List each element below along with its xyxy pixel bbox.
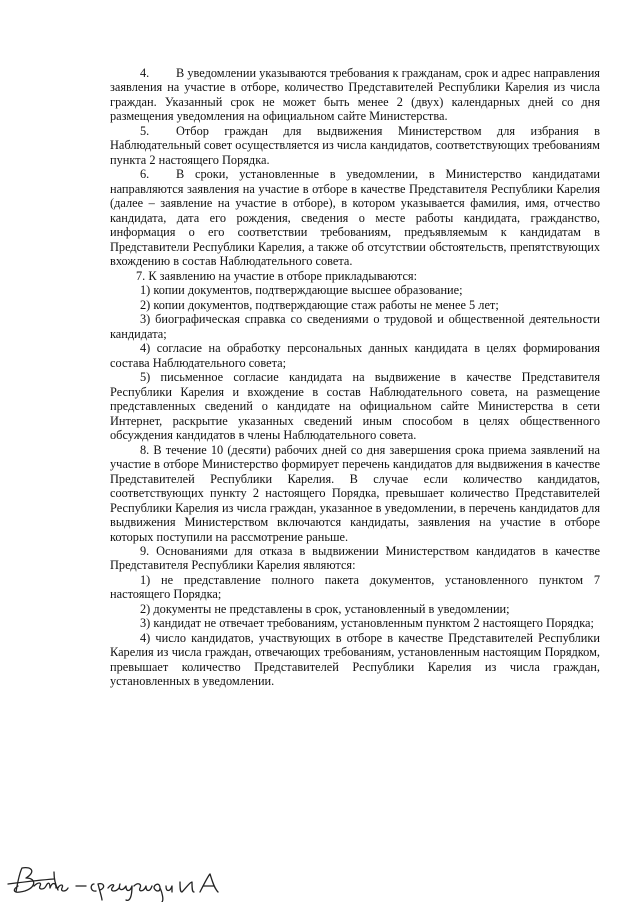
paragraph-5 xyxy=(110,124,600,167)
list-item-7-4: 4) согласие на обработку персональных данных кандидата в целях формирования состава Наблюдательного совета; xyxy=(110,341,600,370)
paragraph-number: 4. xyxy=(140,66,150,80)
list-item-7-5: 5) письменное согласие кандидата на выдвижение в качестве Представителя Республики Карелия и вхождение в состав Наблюдательного совета, на размещение представленных сведений о кандидате на официальном сайте Министерства в сети Интернет, раскрытие указанных сведений иным способом в целях общественного обсуждения кандидатов в члены Наблюдательного совета. xyxy=(110,370,600,443)
handwritten-signature xyxy=(4,862,244,902)
paragraph-9: 9. Основаниями для отказа в выдвижении Министерством кандидатов в качестве Представителя Республики Карелия являются: xyxy=(110,543,600,573)
paragraph-number: 5. xyxy=(140,123,150,138)
paragraph-number: 6. xyxy=(140,167,150,182)
list-item-7-1: 1) копии документов, подтверждающие высшее образование; xyxy=(140,283,463,298)
list-item-9-1: 1) не представление полного пакета документов, установленного пунктом 7 настоящего Порядка; xyxy=(110,572,600,602)
list-item-9-3: 3) кандидат не отвечает требованиям, установленным пунктом 2 настоящего Порядка; xyxy=(140,616,594,631)
paragraph-8: 8. В течение 10 (десяти) рабочих дней со дня завершения срока приема заявлений на участие в отборе Министерство формирует перечень кандидатов для выдвижения в качестве Представителей Республики Карелия. В случае если количество кандидатов, соответствующих пункту 2 настоящего Порядка, превышает количество Представителей Республики Карелия из числа граждан, указанное в уведомлении, в перечень кандидатов для выдвижения Министерством включаются кандидаты, заявления на участие в отборе которых поступили на рассмотрение раньше. xyxy=(110,442,600,544)
paragraph-6 xyxy=(110,167,600,268)
paragraph-7: 7. К заявлению на участие в отборе прикладываются: xyxy=(136,268,418,283)
paragraph-4 xyxy=(110,66,600,124)
paragraph-text: В уведомлении указываются требования к гражданам, срок и адрес направления заявления на участие в отборе, количество Представителей Республики Карелия из числа граждан. Указанный срок не может быть менее 2 (двух) календарных дней со дня размещения уведомления на официальном сайте Министерства. xyxy=(110,66,600,124)
list-item-9-2: 2) документы не представлены в срок, установленный в уведомлении; xyxy=(140,601,510,616)
signature-icon xyxy=(4,862,244,902)
document-body xyxy=(110,66,600,689)
paragraph-text: Отбор граждан для выдвижения Министерством для избрания в Наблюдательный совет осуществляется из числа кандидатов, соответствующих требованиям пункта 2 настоящего Порядка. xyxy=(110,123,600,167)
paragraph-text: В сроки, установленные в уведомлении, в Министерство кандидатами направляются заявления на участие в отборе в качестве Представителя Республики Карелия (далее – заявление на участие в отборе), в котором указывается фамилия, имя, отчество кандидата, дата его рождения, сведения о месте работы кандидата, гражданство, информация о его соответствии требованиям, предъявляемым к кандидатам в Представители Республики Карелия, а также об отсутствии обстоятельств, препятствующих вхождению в состав Наблюдательного совета. xyxy=(110,167,600,269)
list-item-7-3: 3) биографическая справка со сведениями о трудовой и общественной деятельности кандидата; xyxy=(110,312,600,341)
list-item-9-4: 4) число кандидатов, участвующих в отборе в качестве Представителей Республики Карелия из числа граждан, отвечающих требованиям, установленным настоящим Порядком, превышает количество Представителей Республики Карелия из числа граждан, установленных в уведомлении. xyxy=(110,630,600,689)
list-item-7-2: 2) копии документов, подтверждающие стаж работы не менее 5 лет; xyxy=(140,297,499,312)
